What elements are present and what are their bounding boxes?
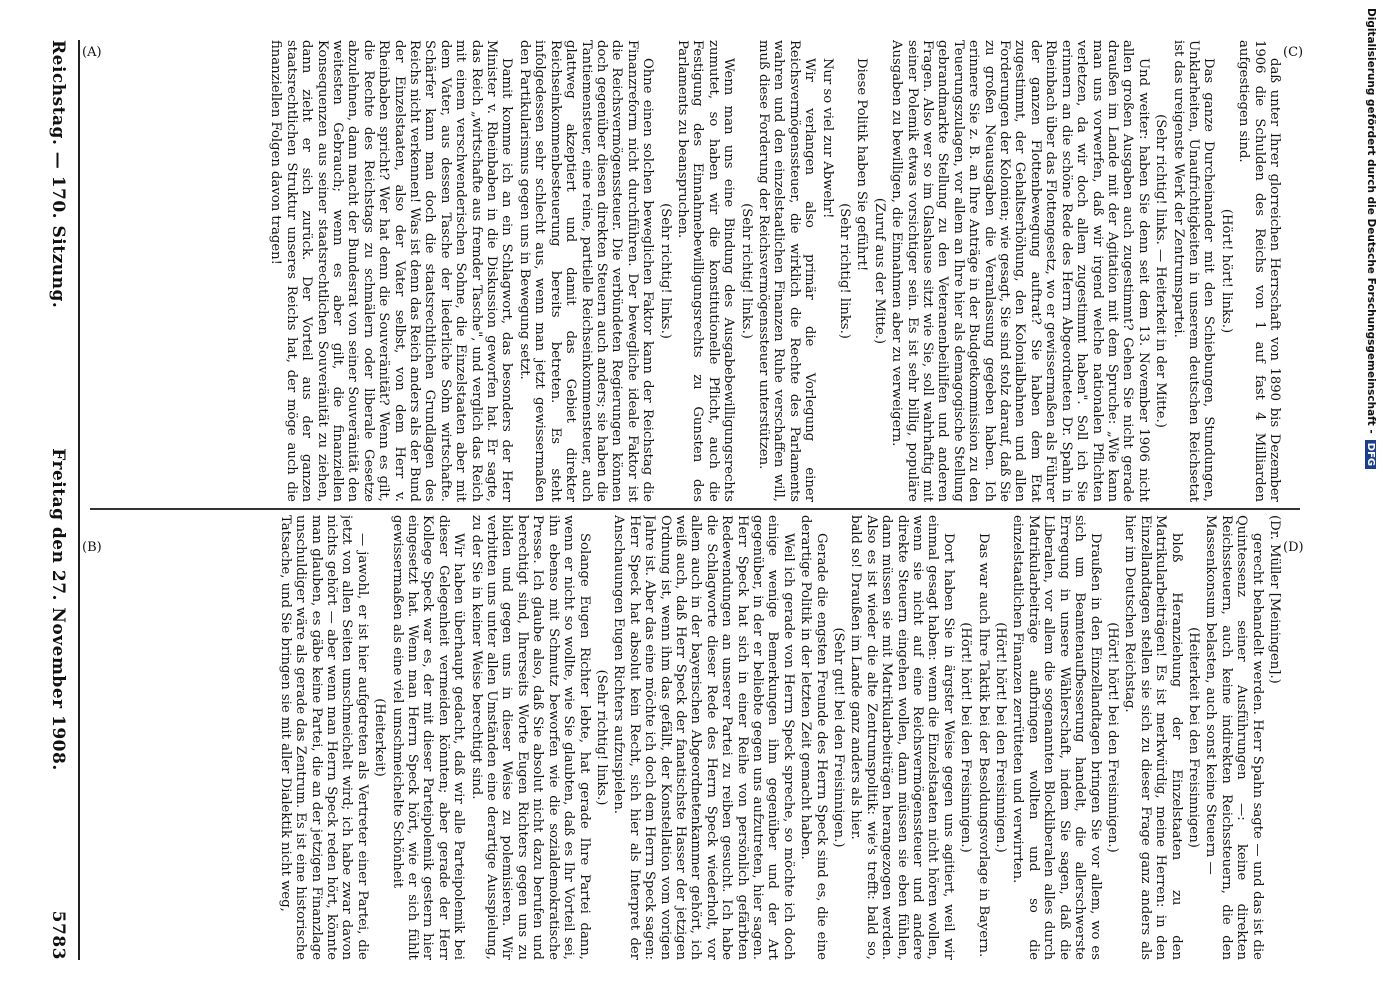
- paragraph: (Heiterkeit bei den Freisinnigen): [1185, 627, 1201, 848]
- paragraph: Weil ich gerade von Herrn Speck spreche, so möchte ich doch einige wenige Bemerkungen ihm gegenüber und der Art gegenüber, in der er beliebte gegen uns aufzutreten, hier sagen. Herr Speck hat sich in einer Reihe von persönlich gefärbten Redewendungen an unserer Partei zu reiben gesucht. Ich habe die Schlagworte dieser Rede des Herrn Speck wiederholt, vor allem auch in der bayerischen Abgeordnetenkammer gehört, ich weiß auch, daß Herr Speck der fanatischste Hasser der jetzigen Ordnung ist, wenn ihm das gefällt, der Konstellation vom vorigen Jahre ist. Aber das eine möchte ich doch dem Herrn Speck sagen: Herr Speck hat absolut kein Recht, sich hier als Interpret der Anschauungen Eugen Richters aufzuspielen.: [611, 515, 796, 960]
- paragraph: — jawohl, er ist hier aufgetreten als Vertreter einer Partei, die jetzt von allen Seiten umschmeichelt wird; ich habe zwar davon nichts gehört — aber wenn man Herrn Speck reden hört, könnte man glauben, es gäbe keine Partei, die an der jetzigen Finanzlage unschuldiger wäre als gerade das Zentrum. Es ist eine historische Tatsache, und Sie bringen sie mit aller Dialektik nicht weg,: [277, 515, 370, 960]
- column-1-paragraphs: [277, 515, 1264, 960]
- paragraph: (Hört! hört! bei den Freisinnigen.): [958, 622, 974, 853]
- text-column-1: [92, 515, 1282, 960]
- paragraph: (Sehr richtig! links.): [593, 669, 609, 806]
- paragraph: Das ganze Durcheinander mit den Schiebungen, Stundungen, Unklarheiten, Unaufrichtigkeiten in unserem deutschen Reichsetat ist das ureigenste Werk der Zentrumspartei.: [1170, 40, 1217, 502]
- paragraph: Wir haben überhaupt gedacht, daß wir alle Parteipolemik bei dieser Gelegenheit vermeiden könnten; aber gerade der Herr Kollege Speck war es, der mit dieser Parteipolemik gestern hier eingesetzt hat. Wenn man Herrn Speck hört, wie er sich fühlt gewissermaßen als eine viel umschmeichelte Schönheit: [389, 515, 467, 960]
- paragraph: (Sehr richtig! links.): [657, 203, 673, 339]
- paragraph: (Heiterkeit): [372, 698, 388, 777]
- paragraph: Wenn man uns eine Bindung des Ausgabebewilligungsrechts zumutet, so haben wir die konstitutionelle Pflicht, auch die Festigung des Einnahmebewilligungsrechts zu Gunsten des Parlaments zu beanspruchen.: [674, 40, 737, 502]
- margin-mark-c: (C): [1283, 45, 1304, 60]
- paragraph: (Zuruf aus der Mitte.): [871, 197, 887, 345]
- paragraph: (Hört! hört! links.): [1218, 208, 1234, 334]
- paragraph: Dort haben Sie in ärgster Weise gegen uns agitiert, weil wir einmal gesagt haben: wenn die Einzelstaaten nicht hören wollen, wenn sie nicht auf eine Reichsvermögenssteuer und andere direkte Steuern eingehen wollen, dann müssen sie eben fühlen, dann müssen sie mit Matrikularbeiträgen herangezogen werden. Also es ist wieder die alte Zentrumspolitik: wie's trefft: bald so, bald so! Draußen im Lande ganz anders als hier.: [848, 515, 956, 960]
- paragraph: (Sehr gut! bei den Freisinnigen.): [831, 627, 847, 848]
- margin-mark-b: (B): [82, 540, 102, 555]
- paragraph: Damit komme ich an ein Schlagwort, das besonders der Herr Minister v. Rheinbaben in die Diskussion geworfen hat. Er sagte, das Reich „wirtschafte aus fremder Tasche", und verglich das Reich mit einem verschwenderischen Sohne, die Einzelstaaten aber mit dem Vater, aus dessen Tasche der liederliche Sohn wirtschafte. Schärfer kann man doch die staatsrechtlichen Grundlagen des Reichs nicht verkennen! Was ist denn das Reich anders als der Bund der Einzelstaaten, also der Vater selbst, von dem Herr v. Rheinbaben spricht? Wer hat denn die Souveränität? Wenn es gilt, die Rechte des Reichstags zu schmälern oder liberale Gesetze abzulehnen, dann macht der Bundesrat von seiner Souveränität den weitesten Gebrauch; wenn es aber gilt, die finanziellen Konsequenzen aus seiner staatsrechtlichen Souveränität zu ziehen, dann zieht er sich zurück. Der Vorteil aus der ganzen staatsrechtlichen Struktur unseres Reichs hat, der möge auch die finanziellen Folgen davon tragen!: [268, 40, 515, 502]
- paragraph: Nur so viel zur Abwehr!: [819, 58, 835, 219]
- paragraph: Draußen in den Einzellandtagen bringen Sie vor allem, wo es sich um Beamtenaufbesserung handelt, die allerschwerste Erregung in unsere Wählerschaft, indem Sie sagen, daß die Liberalen, vor allem die sogenannten Blockliberalen alles durch Matrikularbeiträge aufbringen wollten und so die einzelstaatlichen Finanzen zerrütteten und verwirrten.: [1010, 515, 1103, 960]
- paragraph: gerecht behandelt werden. Herr Spahn sagte — und das ist die Quintessenz seiner Ausführungen —: keine direkten Reichssteuern, auch keine indirekten Reichssteuern, die den Massenkonsum belasten, auch sonst keine Steuern —: [1203, 515, 1265, 960]
- paragraph: (Sehr richtig! links. — Heiterkeit in der Mitte.): [1153, 114, 1169, 428]
- paragraph: daß unter Ihrer glorreichen Herrschaft von 1890 bis Dezember 1906 die Schulden des Reichs von 1 auf fast 4 Milliarden aufgestiegen sind.: [1236, 40, 1282, 502]
- margin-mark-d: (D): [1283, 540, 1304, 555]
- dfg-logo: DFG: [1366, 440, 1377, 469]
- digitization-credit: [1363, 8, 1379, 708]
- paragraph: Gerade die engsten Freunde des Herrn Speck sind es, die eine derartige Politik in der letzten Zeit gemacht haben.: [798, 515, 829, 960]
- column-2-paragraphs: [268, 40, 1282, 502]
- margin-mark-a: (A): [82, 45, 102, 60]
- paragraph: Wir verlangen also primär die Vorlegung einer Reichsvermögenssteuer, die wirklich die Rechte des Parlaments wahren und den einzelstaatlichen Finanzen Ruhe verschaffen will, muß diese Forderung der Reichsvermögenssteuer unterstützen.: [756, 40, 818, 502]
- paragraph: Solange Eugen Richter lebte, hat gerade Ihre Partei dann, wenn er nicht so wollte, wie Sie glaubten, daß es Ihr Vorteil sei, ihn ebenso mit Schmutz beworfen wie die sozialdemokratische Presse. Ich glaube also, daß Sie absolut nicht dazu berufen und berechtigt sind, Ihrerseits Worte Eugen Richters gegen uns zu bilden und gegen uns in dieser Weise zu polemisieren. Wir verbitten uns unter allen Umständen eine derartige Ausspielung, zu der Sie in keiner Weise berechtigt sind.: [468, 515, 592, 960]
- paragraph: Diese Politik haben Sie geführt!: [854, 58, 870, 272]
- paragraph: Ohne einen solchen beweglichen Faktor kann der Reichstag die Finanzreform nicht durchführen. Der bewegliche ideale Faktor ist die Reichsvermögenssteuer. Die verbündeten Regierungen können doch gegenüber diesen direkten Steuern auch anders; sie haben die Tantiemensteuer, eine reine, partielle Reichseinkommensteuer, auch glattweg akzeptiert und damit das Gebiet direkter Reichseinkommenbesteuerung bereits betreten. Es steht infolgedessen sehr schlecht aus, wenn man jetzt gewissermaßen den Partikularismus gegen uns in Bewegung setzt.: [516, 40, 656, 502]
- speaker-label: (Dr. Müller [Meiningen].): [1267, 515, 1282, 684]
- text-column-2: [92, 40, 1282, 502]
- paragraph: Und weiter: haben Sie denn seit dem 13. November 1906 nicht allen großen Ausgaben auch zugestimmt? Gehen Sie nicht gerade draußen im Lande mit der Agitation mit dem Spruche: „Wie kann man uns vorwerfen, daß wir irgend welche nationalen Pflichten verletzen, da wir doch allem zugestimmt haben". Soll ich Sie erinnern an die schöne Rede des Herrn Abgeordneten Dr. Spahn in Rheinbach über das Flottengesetz, wo er gewissermaßen als Führer der ganzen Flottenbewegung auftrat? Sie haben dem Etat zugestimmt, der Gehaltserhöhung, den Kolonialbahnen und allen Forderungen der Kolonien; wie gesagt, Sie sind stolz darauf, daß Sie zu großen Neuausgaben die Veranlassung gegeben haben. Ich erinnere Sie z. B. an Ihre Anträge in der Budgetkommission zu den Teuerungszulagen, vor allem an Ihre hier als demagogische Stellung gebrandmarkte Stellung zu den Veteranenbeihilfen und anderen Fragen. Also wer so im Glashause sitzt wie Sie, soll wahrhaftig mit seiner Polemik etwas vorsichtiger sein. Es ist sehr billig, populäre Ausgaben zu bewilligen, die Einnahmen aber zu verweigern.: [889, 40, 1151, 502]
- paragraph: (Hört! hört! bei den Freisinnigen.): [1104, 622, 1120, 853]
- running-header: [44, 40, 72, 960]
- column-divider: [90, 508, 1300, 510]
- paragraph: (Sehr richtig! links.): [837, 203, 853, 339]
- credit-text: Digitalisierung gefördert durch die Deutsche Forschungsgemeinschaft -: [1365, 8, 1377, 434]
- paragraph: Das war auch Ihre Taktik bei der Besoldungsvorlage in Bayern.: [975, 533, 991, 958]
- header-date: Freitag den 27. November 1908.: [48, 448, 68, 771]
- header-left: Reichstag. — 170. Sitzung.: [48, 40, 68, 309]
- paragraph: bloß Heranziehung der Einzelstaaten zu den Matrikularbeiträgen! Es ist merkwürdig, meine Herren: in den Einzellandtagen stellen sie sich zu dieser Frage ganz anders als hier im Deutschen Reichstag.: [1122, 515, 1184, 960]
- paragraph: (Hört! hört! bei den Freisinnigen.): [993, 622, 1009, 853]
- header-rule: [78, 40, 80, 960]
- page-number: 5783: [48, 910, 68, 960]
- paragraph: (Sehr richtig! links.): [738, 203, 754, 339]
